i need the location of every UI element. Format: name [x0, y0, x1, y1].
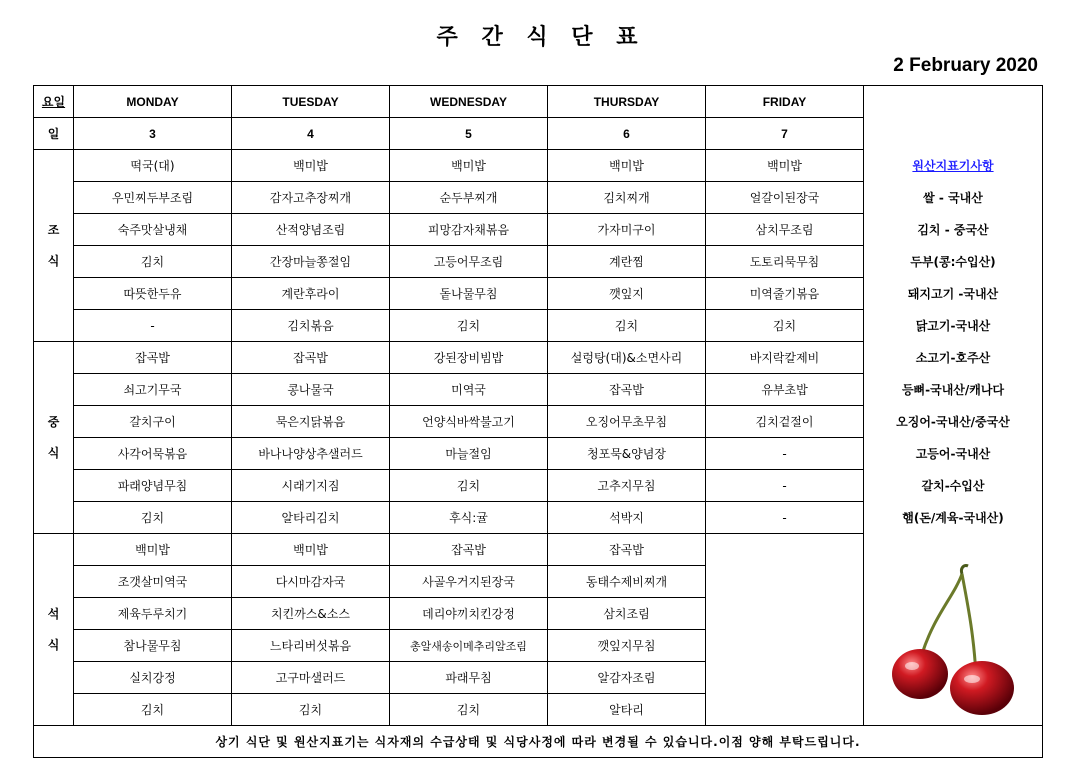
menu-item: 데리야끼치킨강정	[390, 598, 548, 630]
menu-item: 계란후라이	[232, 278, 390, 310]
menu-item: 백미밥	[390, 150, 548, 182]
breakfast-row	[34, 278, 1043, 310]
date-cell: 4	[232, 118, 390, 150]
menu-item: 동태수제비찌개	[548, 566, 706, 598]
menu-item: 김치	[548, 310, 706, 342]
dinner-label-1: 석	[47, 606, 60, 621]
menu-item: 알타리	[548, 694, 706, 726]
menu-item: 석박지	[548, 502, 706, 534]
menu-item: 계란찜	[548, 246, 706, 278]
menu-item: 잡곡밥	[390, 534, 548, 566]
menu-item: 고구마샐러드	[232, 662, 390, 694]
menu-item: 실치강정	[74, 662, 232, 694]
menu-item: 참나물무침	[74, 630, 232, 662]
menu-item: 알타리김치	[232, 502, 390, 534]
menu-item: 떡국(대)	[74, 150, 232, 182]
menu-item: 총알새송이메추리알조림	[390, 630, 548, 662]
dinner-row	[34, 534, 1043, 566]
menu-item: 청포묵&양념장	[548, 438, 706, 470]
menu-item: 파래양념무침	[74, 470, 232, 502]
menu-item: 시래기지짐	[232, 470, 390, 502]
day-header: TUESDAY	[232, 86, 390, 118]
menu-item: 치킨까스&소스	[232, 598, 390, 630]
menu-item: 백미밥	[548, 150, 706, 182]
menu-item: 후식:귤	[390, 502, 548, 534]
origin-title-cell	[864, 150, 1043, 182]
menu-item: 김치	[706, 310, 864, 342]
menu-item: 삼치무조림	[706, 214, 864, 246]
date-cell: 6	[548, 118, 706, 150]
lunch-row	[34, 374, 1043, 406]
cherry-image	[864, 536, 1042, 722]
menu-item: 백미밥	[74, 534, 232, 566]
menu-item: 언양식바싹불고기	[390, 406, 548, 438]
menu-item: 김치겉절이	[706, 406, 864, 438]
menu-item: 김치	[74, 502, 232, 534]
breakfast-label-1: 조	[47, 222, 60, 237]
lunch-row	[34, 502, 1043, 534]
menu-item: 삼치조림	[548, 598, 706, 630]
weekday-row	[34, 86, 1043, 118]
menu-item: 김치	[74, 694, 232, 726]
menu-item: 바나나양상추샐러드	[232, 438, 390, 470]
menu-item: 강된장비빔밥	[390, 342, 548, 374]
lunch-row	[34, 438, 1043, 470]
menu-item: 깻잎지무침	[548, 630, 706, 662]
breakfast-row	[34, 150, 1043, 182]
breakfast-row	[34, 310, 1043, 342]
cherry-icon	[864, 536, 1043, 722]
menu-item: 김치볶음	[232, 310, 390, 342]
origin-item: 고등어-국내산	[864, 438, 1043, 470]
menu-item: 김치	[232, 694, 390, 726]
menu-item: 파래무침	[390, 662, 548, 694]
menu-item: 사골우거지된장국	[390, 566, 548, 598]
menu-item: 산적양념조림	[232, 214, 390, 246]
menu-item: 알감자조림	[548, 662, 706, 694]
menu-item: 돝나물무침	[390, 278, 548, 310]
breakfast-label-2: 식	[47, 253, 60, 268]
origin-item: 쌀 - 국내산	[864, 182, 1043, 214]
menu-item: 잡곡밥	[232, 342, 390, 374]
menu-item: 잡곡밥	[74, 342, 232, 374]
lunch-row	[34, 470, 1043, 502]
menu-item: 고추지무침	[548, 470, 706, 502]
menu-item: 백미밥	[232, 150, 390, 182]
menu-item: 감자고추장찌개	[232, 182, 390, 214]
menu-item: 가자미구이	[548, 214, 706, 246]
dinner-label	[34, 534, 74, 726]
menu-item: 오징어무초무침	[548, 406, 706, 438]
week-date: 2 February 2020	[893, 55, 1038, 76]
menu-item: 김치	[74, 246, 232, 278]
origin-item: 돼지고기 -국내산	[864, 278, 1043, 310]
menu-item: 미역국	[390, 374, 548, 406]
menu-item: 유부초밥	[706, 374, 864, 406]
date-label: 일	[34, 118, 74, 150]
menu-item: 잡곡밥	[548, 374, 706, 406]
origin-item: 갈치-수입산	[864, 470, 1043, 502]
menu-item: -	[74, 310, 232, 342]
menu-item: 조갯살미역국	[74, 566, 232, 598]
menu-item: 우민찌두부조림	[74, 182, 232, 214]
menu-item: 바지락칼제비	[706, 342, 864, 374]
origin-item: 햄(돈/계육-국내산)	[864, 502, 1043, 534]
menu-item: 잡곡밥	[548, 534, 706, 566]
menu-item: 깻잎지	[548, 278, 706, 310]
dinner-label-2: 식	[47, 637, 60, 652]
origin-top-blank	[864, 86, 1043, 118]
menu-item: 김치찌개	[548, 182, 706, 214]
origin-item: 김치 - 중국산	[864, 214, 1043, 246]
lunch-label-1: 중	[47, 414, 60, 429]
lunch-label-2: 식	[47, 445, 60, 460]
menu-item: 도토리묵무침	[706, 246, 864, 278]
origin-item: 소고기-호주산	[864, 342, 1043, 374]
origin-item: 닭고기-국내산	[864, 310, 1043, 342]
menu-item: 순두부찌개	[390, 182, 548, 214]
menu-item: 따뜻한두유	[74, 278, 232, 310]
weekly-menu-table	[33, 85, 1043, 758]
date-row	[34, 118, 1043, 150]
menu-item: 김치	[390, 470, 548, 502]
date-cell: 7	[706, 118, 864, 150]
breakfast-row	[34, 214, 1043, 246]
menu-item: 갈치구이	[74, 406, 232, 438]
menu-item: 느타리버섯볶음	[232, 630, 390, 662]
menu-item: 설렁탕(대)&소면사리	[548, 342, 706, 374]
breakfast-row	[34, 246, 1043, 278]
menu-item: 숙주맛살냉채	[74, 214, 232, 246]
breakfast-label	[34, 150, 74, 342]
menu-item: 김치	[390, 694, 548, 726]
menu-item: 피망감자채볶음	[390, 214, 548, 246]
origin-blank	[864, 118, 1043, 150]
cherry-cell	[864, 534, 1043, 726]
breakfast-row	[34, 182, 1043, 214]
menu-item: 제육두루치기	[74, 598, 232, 630]
day-header: MONDAY	[74, 86, 232, 118]
menu-item: 콩나물국	[232, 374, 390, 406]
date-cell: 3	[74, 118, 232, 150]
menu-item: 간장마늘쫑절임	[232, 246, 390, 278]
menu-item: -	[706, 502, 864, 534]
lunch-row	[34, 406, 1043, 438]
friday-dinner-empty	[706, 534, 864, 726]
menu-item: -	[706, 470, 864, 502]
weekday-label: 요일	[34, 86, 74, 118]
footer-notice: 상기 식단 및 원산지표기는 식자재의 수급상태 및 식당사정에 따라 변경될 수 있습니다.이점 양해 부탁드립니다.	[34, 726, 1043, 758]
menu-item: 사각어묵볶음	[74, 438, 232, 470]
menu-item: 묵은지닭볶음	[232, 406, 390, 438]
date-cell: 5	[390, 118, 548, 150]
origin-item: 두부(콩:수입산)	[864, 246, 1043, 278]
menu-item: 백미밥	[706, 150, 864, 182]
day-header: THURSDAY	[548, 86, 706, 118]
menu-item: 마늘절임	[390, 438, 548, 470]
lunch-row	[34, 342, 1043, 374]
menu-item: 김치	[390, 310, 548, 342]
menu-item: 얼갈이된장국	[706, 182, 864, 214]
page-title: 주 간 식 단 표	[436, 25, 646, 50]
origin-item: 오징어-국내산/중국산	[864, 406, 1043, 438]
menu-item: 미역줄기볶음	[706, 278, 864, 310]
footer-row	[34, 726, 1043, 758]
origin-title-link[interactable]: 원산지표기사항	[912, 159, 994, 173]
menu-item: 백미밥	[232, 534, 390, 566]
menu-item: 다시마감자국	[232, 566, 390, 598]
origin-item: 등뼈-국내산/캐나다	[864, 374, 1043, 406]
day-header: FRIDAY	[706, 86, 864, 118]
menu-item: 고등어무조림	[390, 246, 548, 278]
menu-item: -	[706, 438, 864, 470]
day-header: WEDNESDAY	[390, 86, 548, 118]
menu-item: 쇠고기무국	[74, 374, 232, 406]
lunch-label	[34, 342, 74, 534]
